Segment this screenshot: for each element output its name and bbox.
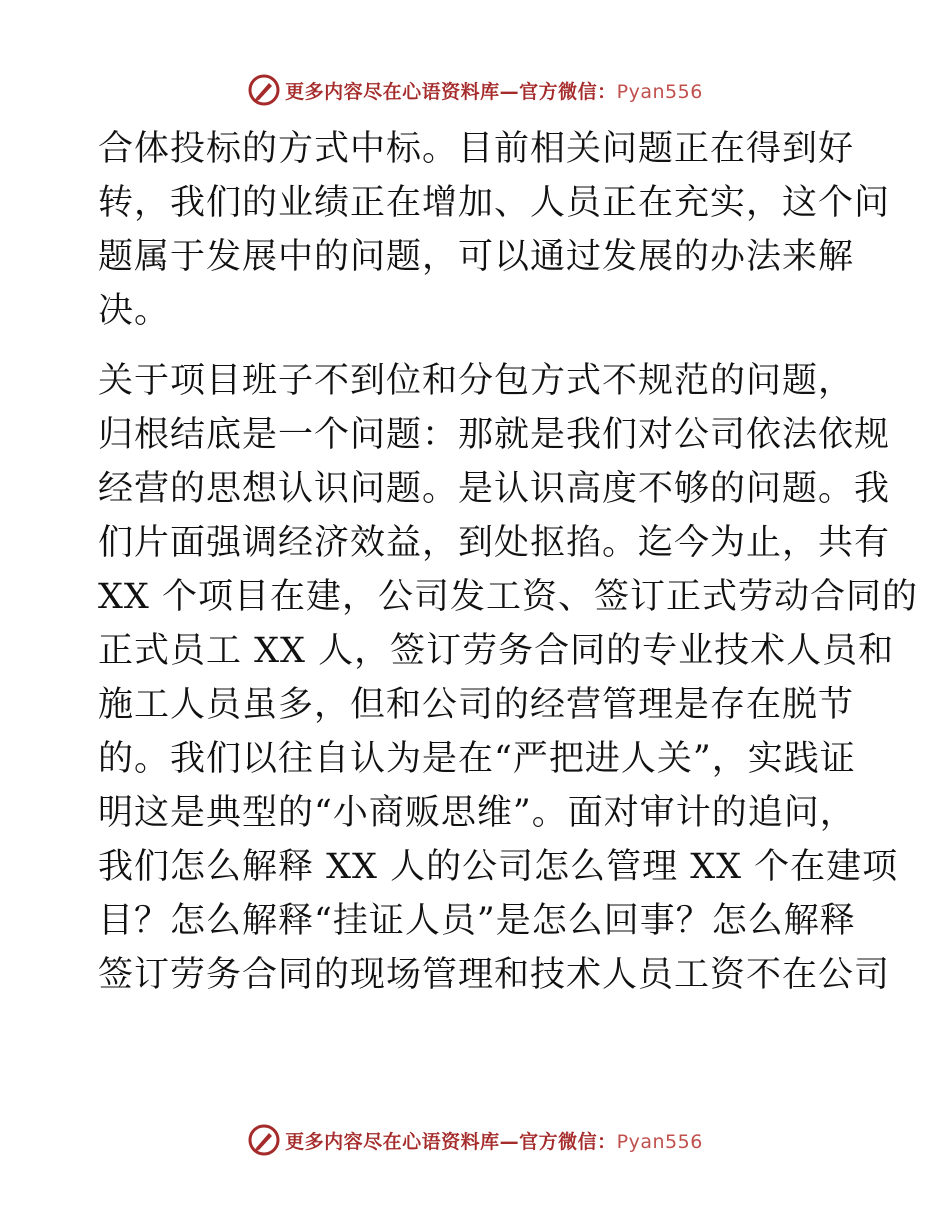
pen-logo-icon <box>247 73 281 107</box>
text-line: 明这是典型的“小商贩思维”。面对审计的追问， <box>98 793 856 833</box>
header-banner <box>0 70 950 110</box>
pen-logo-icon <box>247 1123 281 1157</box>
paragraph-2 <box>98 354 918 1002</box>
paragraph-1 <box>98 122 891 338</box>
text-line: 正式员工 XX 人，签订劳务合同的专业技术人员和 <box>98 631 895 671</box>
footer-banner-text: 更多内容尽在心语资料库—官方微信：Pyan556 <box>285 1130 703 1153</box>
text-line: 题属于发展中的问题，可以通过发展的办法来解 <box>98 237 855 277</box>
text-line: 关于项目班子不到位和分包方式不规范的问题， <box>98 361 855 401</box>
text-line: 们片面强调经济效益，到处抠掐。迄今为止，共有 <box>98 523 891 563</box>
text-line: 转，我们的业绩正在增加、人员正在充实，这个问 <box>98 183 891 223</box>
text-line: 合体投标的方式中标。目前相关问题正在得到好 <box>98 129 855 169</box>
footer-banner <box>0 1120 950 1160</box>
document-body <box>98 122 918 1002</box>
wechat-account: Pyan556 <box>616 1130 703 1153</box>
text-line: XX 个项目在建，公司发工资、签订正式劳动合同的 <box>98 577 918 617</box>
text-line: 的。我们以往自认为是在“严把进人关”，实践证 <box>98 739 856 779</box>
text-line: 施工人员虽多，但和公司的经营管理是存在脱节 <box>98 685 855 725</box>
paragraph-gap <box>98 338 858 354</box>
header-banner-text: 更多内容尽在心语资料库—官方微信：Pyan556 <box>285 80 703 103</box>
text-line: 归根结底是一个问题：那就是我们对公司依法依规 <box>98 415 891 455</box>
text-line: 经营的思想认识问题。是认识高度不够的问题。我 <box>98 469 891 509</box>
text-line: 目？怎么解释“挂证人员”是怎么回事？怎么解释 <box>98 901 856 941</box>
text-line: 我们怎么解释 XX 人的公司怎么管理 XX 个在建项 <box>98 847 899 887</box>
text-line: 决。 <box>98 291 171 331</box>
text-line: 签订劳务合同的现场管理和技术人员工资不在公司 <box>98 955 891 995</box>
wechat-account: Pyan556 <box>616 80 703 103</box>
